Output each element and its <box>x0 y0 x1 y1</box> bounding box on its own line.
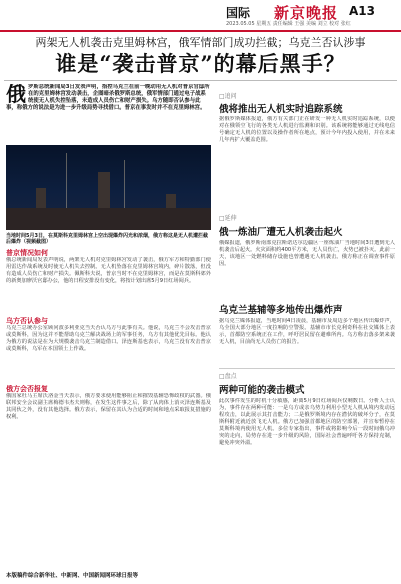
light-beam <box>66 153 67 208</box>
newspaper-logo: 新京晚报 <box>274 4 339 22</box>
right-mid-title: 俄一炼油厂遭无人机袭击起火 <box>219 227 343 238</box>
lead-paragraph <box>6 84 211 140</box>
right-top-body: 据俄罗斯媒体报道，俄方有关部门正在研发一种无人机实时追踪系统，以便对在俄领空飞行的各类无人机进行监测和识别。该系统将能够通过无线电信号确定无人机的位置以及操作者所在地点，预计今年内投入使用，并在未来几年内扩大覆盖范围。 <box>219 116 395 143</box>
section-divider <box>219 368 395 369</box>
right-third-body: 据乌克兰媒体报道，当地时间4日凌晨，基辅市及周边多个地区传出爆炸声，乌全国大部分地区一度拉响防空警报。基辅市市长克利奇科在社交媒体上表示，首都防空系统正在工作，呼吁居民留在避难所内。乌方称击落多架来袭无人机，目前尚无人员伤亡的报告。 <box>219 318 395 345</box>
section-title-putin: 普京情况如何 <box>6 249 48 257</box>
photo-caption: 当地时间5月3日，在莫斯科克里姆林宫上空出现爆炸闪光和浓烟，俄方称这是无人机遭拦截后爆炸（视频截图） <box>6 233 208 245</box>
headline-main: 谁是“袭击普京”的幕后黑手？ <box>55 51 346 76</box>
credit-line: 本版稿件综合新华社、中新网、中国新闻网环球日报等 <box>6 573 139 579</box>
lead-dropcap: 俄 <box>6 84 26 106</box>
masthead <box>0 0 401 22</box>
right-third-title: 乌克兰基辅等多地传出爆炸声 <box>219 305 343 316</box>
section-title-retaliation: 俄方会否报复 <box>6 385 48 393</box>
page-number: A13 <box>349 4 375 18</box>
right-top-label: □追问 <box>219 93 237 100</box>
light-beam <box>124 160 125 208</box>
headline-divider <box>4 80 397 81</box>
edition-meta: 2023.05.05 星期五 责任编辑 王强 美编 刘立 校对 张红 <box>226 21 351 27</box>
headline-sub: 两架无人机袭击克里姆林宫，俄军情部门成功拦截；乌克兰否认涉事 <box>35 36 366 49</box>
section-body-putin: 俄总统新闻局发表声明说，两架无人机对克里姆林宫发动了袭击，俄方军方和特勤部门使用雷达作战系统及时使无人机失去控制。无人机坠落在克里姆林宫境内，碎片散落，但没有造成人员伤亡和财产损失。佩斯科夫说，普京当时不在克里姆林宫，而是在莫斯科郊外的新奥加廖沃官邸办公，他的日程安排没有变化，将按计划出席5月9日红场阅兵。 <box>6 257 211 284</box>
right-mid-label: □延伸 <box>219 215 237 222</box>
section-body-ukraine: 乌克兰总统办公室顾问波多利亚克当天否认乌方与此事有关。他说，乌克兰不会攻击普京或莫斯科，因为这并不能帮助乌克兰解决战场上的军事任务，乌方有其他优先目标。他认为俄方的说法是在为大规模袭击乌克兰制造借口。泽连斯基也表示，乌克兰没有攻击普京或莫斯科，乌军在本国领土上作战。 <box>6 325 211 352</box>
header-divider <box>0 30 401 32</box>
right-top-title: 俄将推出无人机实时追踪系统 <box>219 104 343 115</box>
section-title-ukraine: 乌方否认参与 <box>6 317 48 325</box>
bottom-title: 两种可能的袭击模式 <box>219 385 305 396</box>
section-body-retaliation: 俄国家杜马主席沃洛金当天表示，俄方要求使用能够阻止和摧毁基辅恐怖政权的武器。俄联邦安全会议副主席梅德韦杰夫则称，在发生这件事之后，除了从肉体上消灭泽连斯基及其同伙之外，没有其他选择。俄方表示，保留在其认为合适的时间和地点采取报复措施的权利。 <box>6 393 211 420</box>
lead-text: 罗斯总统新闻局3日发表声明，指控乌克兰在前一晚动用无人机对普京官邸所在的克里姆林宫发动袭击，企图暗杀俄罗斯总统，俄军情部门通过电子战系统使无人机失控坠落，未造成人员伤亡和财产损失。乌方随即否认参与此事，称俄方的说法是为进一步升级局势寻找借口。普京在事发时并不在克里姆林宫。 <box>6 84 210 111</box>
news-photo <box>6 145 211 230</box>
wall-silhouette <box>6 208 211 230</box>
section-name: 国际 <box>226 6 251 20</box>
bottom-label: □盘点 <box>219 373 237 380</box>
bottom-body: 此次事件发生的时机十分敏感，距离5月9日红场阅兵仅剩数日。分析人士认为，事件存在两种可能：一是乌方或亲乌势力利用小型无人机从境内发动远程攻击，以此展示其打击能力；二是俄罗斯境内存在潜伏的破坏分子，在莫斯科附近就近放飞无人机。俄方已加强首都地区的防空部署，并宣布暂停在莫斯科境内使用无人机。多位专家指出，事件或将影响今后一段时间俄乌冲突的走向，局势存在进一步升级的风险，国际社会普遍呼吁各方保持克制，避免冲突外溢。 <box>219 398 395 446</box>
right-mid-body: 俄媒报道，俄罗斯南部克拉斯诺达尔边疆区一座炼油厂当地时间3日遭到无人机袭击后起火。火灾面积约400平方米，无人员伤亡，火势已被扑灭。此前一天，该地区一处燃料储存设施也曾遭遇无人机袭击。俄方称正在调查事件原因。 <box>219 240 395 267</box>
